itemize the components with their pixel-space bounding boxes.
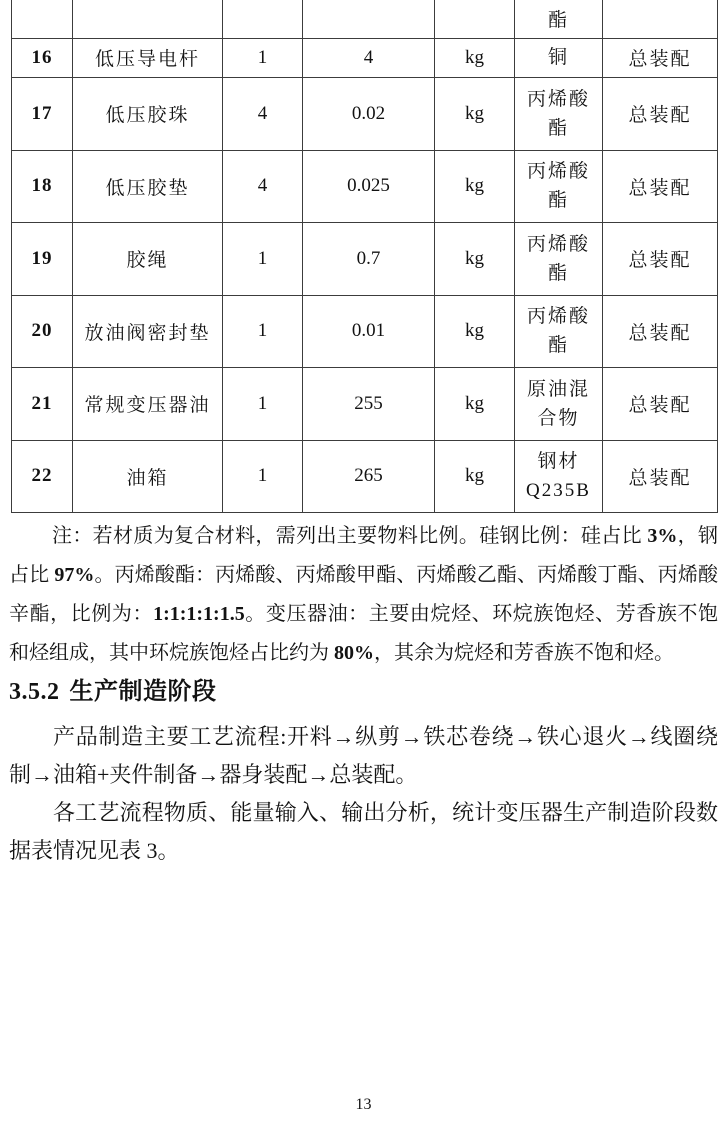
material-line: 丙烯酸 — [526, 233, 590, 255]
material-line: 原油混 — [526, 378, 590, 400]
body-paragraph: 各工艺流程物质、能量输入、输出分析，统计变压器生产制造阶段数据表情况见表 3。 — [9, 800, 718, 863]
body-paragraph: 产品制造主要工艺流程:开料→纵剪→铁芯卷绕→铁心退火→线圈绕制→油箱+夹件制备→器身装配→总装配。 — [9, 724, 718, 787]
cell-stage: 总装配 — [603, 77, 718, 150]
table-row-partial — [12, 0, 718, 38]
section-number: 3.5.2 — [9, 679, 60, 705]
note-bold-value: 1:1:1:1:1.5 — [153, 603, 245, 625]
cell-unit: kg — [435, 367, 515, 440]
cell-material-name: 低压胶珠 — [73, 77, 223, 150]
cell-stage: 总装配 — [603, 150, 718, 222]
material-line: 酯 — [547, 335, 569, 356]
note-text: ，其余为烷烃和芳香族不饱和烃。 — [374, 642, 674, 664]
cell-stage: 总装配 — [603, 367, 718, 440]
cell-quantity: 4 — [223, 150, 303, 222]
material-line: Q235B — [526, 480, 591, 501]
section-heading — [9, 671, 217, 706]
cell-material — [515, 150, 603, 222]
material-line: 钢材 — [537, 451, 580, 472]
material-line: 合物 — [537, 407, 580, 429]
cell-amount: 0.02 — [303, 77, 435, 150]
note-text: 。丙烯酸酯：丙烯酸、丙烯酸甲酯、丙烯酸乙酯、丙烯酸丁酯、丙烯酸辛酯，比例为： — [9, 564, 719, 625]
cell-unit: kg — [435, 38, 515, 77]
cell-unit — [435, 0, 515, 38]
cell-index: 20 — [12, 295, 73, 367]
cell-amount: 4 — [303, 38, 435, 77]
cell-index: 21 — [12, 367, 73, 440]
cell-material — [515, 38, 603, 77]
table-row — [12, 150, 718, 222]
cell-material — [515, 440, 603, 512]
cell-quantity: 1 — [223, 38, 303, 77]
cell-material-name: 油箱 — [73, 440, 223, 512]
cell-material — [515, 222, 603, 295]
cell-unit: kg — [435, 440, 515, 512]
cell-unit: kg — [435, 150, 515, 222]
cell-material-name: 放油阀密封垫 — [73, 295, 223, 367]
cell-material-name — [73, 0, 223, 38]
cell-quantity: 1 — [223, 222, 303, 295]
material-line: 丙烯酸 — [526, 88, 590, 110]
cell-material: 酯 — [515, 0, 603, 38]
table-row — [12, 38, 718, 77]
cell-material — [515, 295, 603, 367]
table-row — [12, 222, 718, 295]
cell-unit: kg — [435, 222, 515, 295]
table-row — [12, 77, 718, 150]
material-line: 酯 — [547, 262, 569, 284]
cell-stage: 总装配 — [603, 295, 718, 367]
material-line: 丙烯酸 — [526, 161, 590, 182]
body-text — [9, 718, 718, 870]
cell-amount — [303, 0, 435, 38]
cell-stage — [603, 0, 718, 38]
cell-material-name: 低压胶垫 — [73, 150, 223, 222]
cell-stage: 总装配 — [603, 440, 718, 512]
cell-index — [12, 0, 73, 38]
materials-table — [11, 0, 718, 513]
cell-amount: 265 — [303, 440, 435, 512]
cell-amount: 0.025 — [303, 150, 435, 222]
section-title: 生产制造阶段 — [69, 679, 217, 705]
cell-material — [515, 77, 603, 150]
cell-index: 22 — [12, 440, 73, 512]
cell-index: 19 — [12, 222, 73, 295]
table-note — [9, 517, 718, 673]
materials-table-body — [12, 0, 718, 512]
cell-index: 18 — [12, 150, 73, 222]
table-row — [12, 295, 718, 367]
cell-index: 16 — [12, 38, 73, 77]
cell-material-name: 常规变压器油 — [73, 367, 223, 440]
cell-material-name: 低压导电杆 — [73, 38, 223, 77]
cell-amount: 255 — [303, 367, 435, 440]
note-bold-value: 80% — [334, 642, 374, 664]
material-line: 铜 — [547, 47, 569, 68]
cell-quantity — [223, 0, 303, 38]
table-row — [12, 440, 718, 512]
cell-stage: 总装配 — [603, 38, 718, 77]
cell-material-name: 胶绳 — [73, 222, 223, 295]
material-line: 酯 — [547, 190, 569, 211]
note-bold-value: 97% — [54, 564, 95, 586]
cell-stage: 总装配 — [603, 222, 718, 295]
page-number: 13 — [355, 1096, 372, 1113]
cell-quantity: 1 — [223, 367, 303, 440]
note-text: ，钢占比 — [9, 525, 718, 586]
cell-amount: 0.01 — [303, 295, 435, 367]
note-bold-value: 3% — [647, 525, 678, 547]
cell-quantity: 1 — [223, 440, 303, 512]
note-text: 。变压器油：主要由烷烃、环烷族饱烃、芳香族不饱和烃组成，其中环烷族饱烃占比约为 — [9, 603, 719, 664]
cell-index: 17 — [12, 77, 73, 150]
material-line: 丙烯酸 — [526, 306, 590, 327]
cell-unit: kg — [435, 295, 515, 367]
material-line: 酯 — [547, 117, 569, 139]
cell-quantity: 4 — [223, 77, 303, 150]
note-text: 注：若材质为复合材料，需列出主要物料比例。硅钢比例：硅占比 — [52, 525, 648, 547]
cell-amount: 0.7 — [303, 222, 435, 295]
cell-material — [515, 367, 603, 440]
cell-unit: kg — [435, 77, 515, 150]
cell-quantity: 1 — [223, 295, 303, 367]
table-row — [12, 367, 718, 440]
